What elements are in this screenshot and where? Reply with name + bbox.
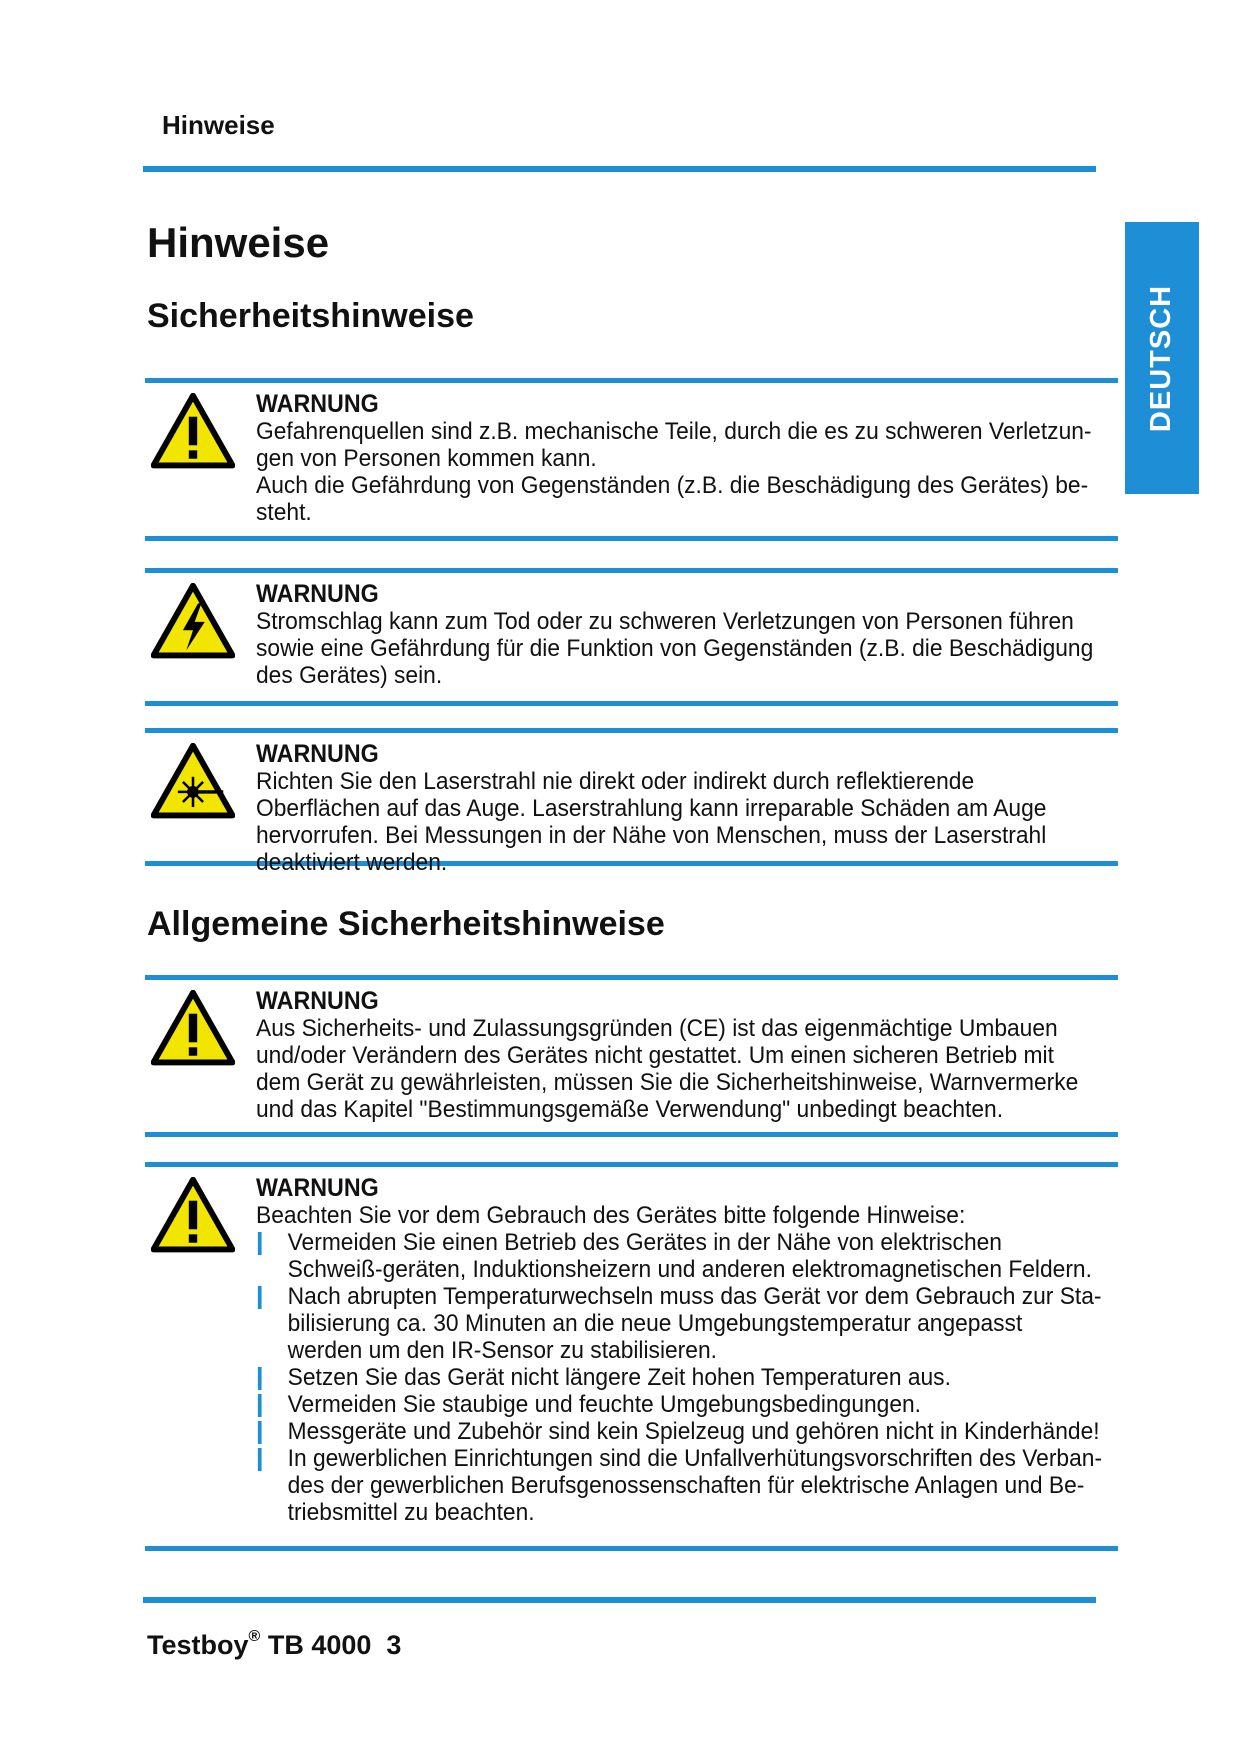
section-title-sicherheitshinweise: Sicherheitshinweise (147, 297, 474, 335)
language-tab (1125, 222, 1199, 494)
laser-warning-icon (151, 743, 235, 819)
warning-box (145, 378, 1118, 541)
bullet-marker (258, 1367, 262, 1390)
warning-box (145, 568, 1118, 706)
list-item (256, 1391, 1102, 1418)
list-item-text: Vermeiden Sie staubige und feuchte Umgebungsbedingungen. (287, 1391, 922, 1418)
list-item (256, 1418, 1102, 1445)
warning-text: Beachten Sie vor dem Gebrauch des Gerätes bitte folgende Hinweise: (256, 1202, 966, 1229)
warning-label: WARNUNG (256, 1174, 379, 1202)
header-divider (143, 166, 1096, 172)
warning-exclamation-icon (151, 1177, 235, 1253)
warning-label: WARNUNG (256, 390, 379, 418)
page-title: Hinweise (147, 219, 330, 266)
warning-box (145, 728, 1118, 876)
warning-box (145, 975, 1118, 1137)
list-item-text: Nach abrupten Temperaturwechseln muss das Gerät vor dem Gebrauch zur Sta-bilisierung ca. 30 Minuten an die neue Umgebungstemperatur angepasst werden um den IR-Sensor zu stabilisieren. (287, 1283, 1102, 1364)
bullet-marker (258, 1448, 262, 1471)
footer-divider (143, 1597, 1096, 1603)
list-item (256, 1229, 1102, 1283)
bullet-marker (258, 1421, 262, 1444)
page-footer (147, 1630, 401, 1661)
list-item-text: Setzen Sie das Gerät nicht längere Zeit hohen Temperaturen aus. (287, 1364, 951, 1391)
warning-label: WARNUNG (256, 580, 379, 608)
list-item-text: Messgeräte und Zubehör sind kein Spielzeug und gehören nicht in Kinderhände! (287, 1418, 1100, 1445)
warning-text (256, 418, 1102, 526)
warning-label: WARNUNG (256, 740, 379, 768)
warning-text-line: Gefahrenquellen sind z.B. mechanische Teile, durch die es zu schweren Verletzun-gen von Personen kommen kann. Auch die Gefährdung von Gegenständen (z.B. die Beschädigung des Gerätes) be-steht. (256, 418, 1092, 526)
electric-shock-icon (151, 583, 235, 659)
bullet-marker (258, 1394, 262, 1417)
registered-mark: ® (248, 1628, 261, 1645)
bullet-marker (258, 1286, 262, 1309)
warning-exclamation-icon (151, 393, 235, 469)
language-tab-label: DEUTSCH (1145, 284, 1178, 432)
warning-exclamation-icon (151, 990, 235, 1066)
section-title-allgemeine-sicherheitshinweise: Allgemeine Sicherheitshinweise (147, 905, 665, 943)
list-item (256, 1364, 1102, 1391)
footer-model: TB 4000 (267, 1630, 372, 1660)
warning-text: Aus Sicherheits- und Zulassungsgründen (CE) ist das eigenmächtige Umbauen und/oder Verändern des Gerätes nicht gestattet. Um einen sicheren Betrieb mit dem Gerät zu gewährleisten, müssen Sie die Sicherheitshinweise, Warnvermerke und das Kapitel "Bestimmungsgemäße Verwendung" unbedingt beachten. (256, 1015, 1079, 1123)
warning-box (145, 1162, 1118, 1551)
running-header-title: Hinweise (162, 110, 275, 140)
list-item (256, 1445, 1102, 1526)
warning-label: WARNUNG (256, 987, 379, 1015)
page-number: 3 (386, 1630, 402, 1660)
warning-text: Richten Sie den Laserstrahl nie direkt oder indirekt durch reflektierende Oberflächen auf das Auge. Laserstrahlung kann irreparable Schäden am Auge hervorrufen. Bei Messungen in der Nähe von Menschen, muss der Laserstrahl deaktiviert werden. (256, 768, 1047, 876)
footer-brand: Testboy (147, 1630, 249, 1660)
warning-text: Stromschlag kann zum Tod oder zu schweren Verletzungen von Personen führen sowie eine Gefährdung für die Funktion von Gegenständen (z.B. die Beschädigung des Gerätes) sein. (256, 608, 1094, 689)
hint-list (256, 1229, 1102, 1526)
list-item-text: In gewerblichen Einrichtungen sind die Unfallverhütungsvorschriften des Verban-des der gewerblichen Berufsgenossenschaften für elektrische Anlagen und Be-triebsmittel zu beachten. (287, 1445, 1103, 1526)
list-item (256, 1283, 1102, 1364)
list-item-text: Vermeiden Sie einen Betrieb des Gerätes in der Nähe von elektrischen Schweiß-geräten, Induktionsheizern und anderen elektromagnetischen Feldern. (287, 1229, 1092, 1283)
bullet-marker (258, 1232, 262, 1255)
